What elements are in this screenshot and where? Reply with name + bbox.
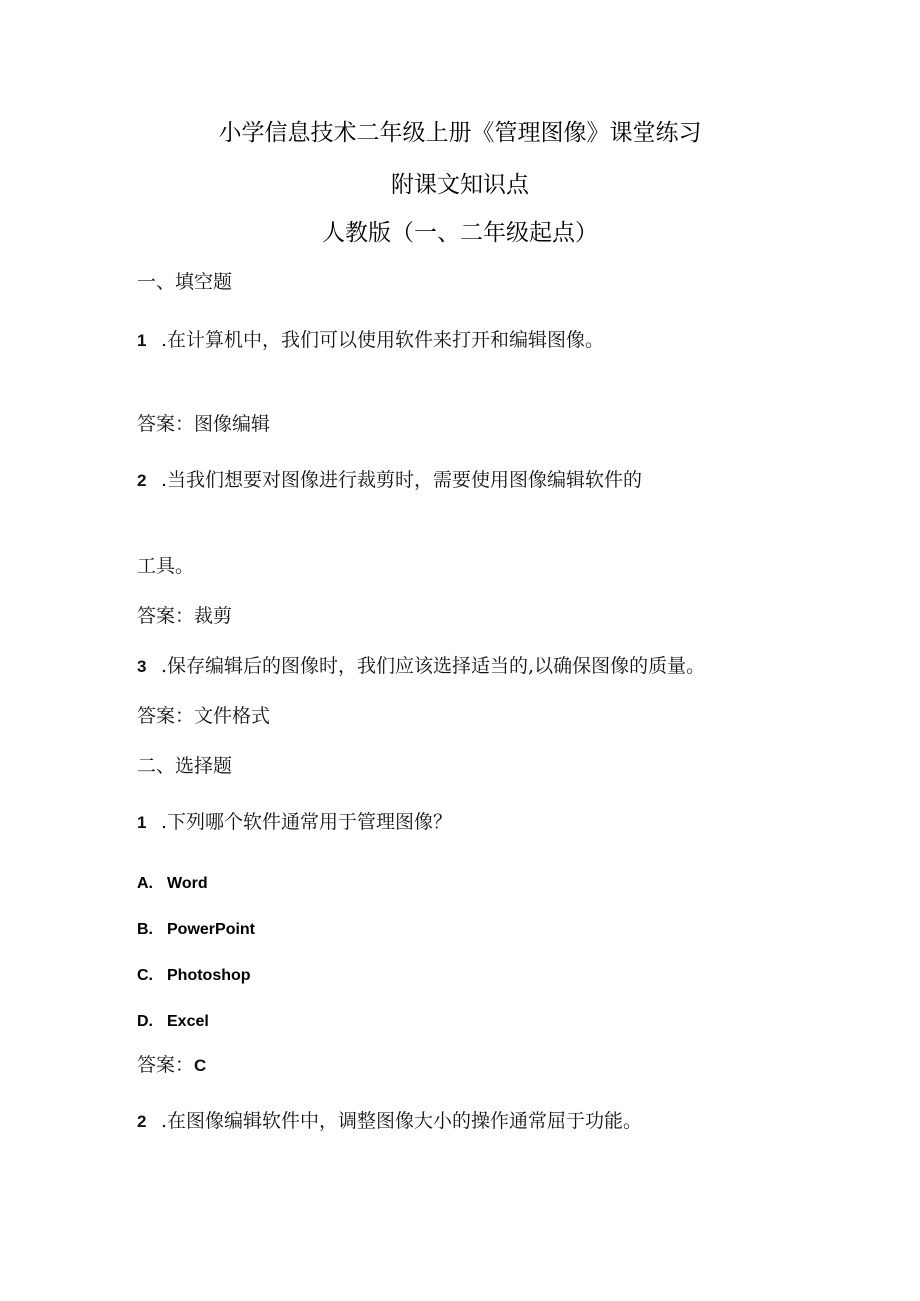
option-label: Excel xyxy=(167,1013,209,1030)
option-letter: A. xyxy=(137,875,153,892)
document-title: 小学信息技术二年级上册《管理图像》课堂练习 xyxy=(218,120,702,146)
option-letter: B. xyxy=(137,921,153,938)
question-text: .保存编辑后的图像时，我们应该选择适当的,以确保图像的质量。 xyxy=(161,655,706,677)
option-letter: C. xyxy=(137,967,153,984)
question-text: .当我们想要对图像进行裁剪时，需要使用图像编辑软件的 xyxy=(161,469,643,491)
option-b xyxy=(137,918,255,942)
option-letter: D. xyxy=(137,1013,153,1030)
answer-1-3: 答案：文件格式 xyxy=(137,705,271,727)
answer-1-1: 答案：图像编辑 xyxy=(137,413,271,435)
answer-1-2: 答案：裁剪 xyxy=(137,605,233,627)
question-2-1 xyxy=(137,808,452,837)
option-label: Word xyxy=(167,875,208,892)
question-number: 2 xyxy=(137,1112,147,1131)
question-2-2 xyxy=(137,1107,642,1136)
section-heading-multiple-choice: 二、选择题 xyxy=(137,755,233,777)
question-number: 3 xyxy=(137,657,147,676)
option-c xyxy=(137,964,251,988)
answer-prefix: 答案： xyxy=(137,1054,195,1076)
document-subtitle: 附课文知识点 xyxy=(391,172,529,198)
question-1-3 xyxy=(137,652,705,681)
question-text: .在计算机中，我们可以使用软件来打开和编辑图像。 xyxy=(161,329,605,351)
question-text: .下列哪个软件通常用于管理图像？ xyxy=(161,811,453,833)
question-number: 1 xyxy=(137,813,147,832)
option-label: PowerPoint xyxy=(167,921,256,938)
question-1-2-continued: 工具。 xyxy=(137,555,195,577)
section-heading-fill-in: 一、填空题 xyxy=(137,271,233,293)
question-1-1 xyxy=(137,326,604,355)
question-1-2 xyxy=(137,466,642,495)
option-a xyxy=(137,872,208,896)
answer-value: C xyxy=(194,1056,207,1075)
question-number: 1 xyxy=(137,331,147,350)
answer-2-1 xyxy=(137,1051,206,1080)
option-label: Photoshop xyxy=(167,967,251,984)
document-edition: 人教版（一、二年级起点） xyxy=(322,220,598,246)
question-number: 2 xyxy=(137,471,147,490)
question-text: .在图像编辑软件中，调整图像大小的操作通常屈于功能。 xyxy=(161,1110,643,1132)
option-d xyxy=(137,1010,209,1034)
